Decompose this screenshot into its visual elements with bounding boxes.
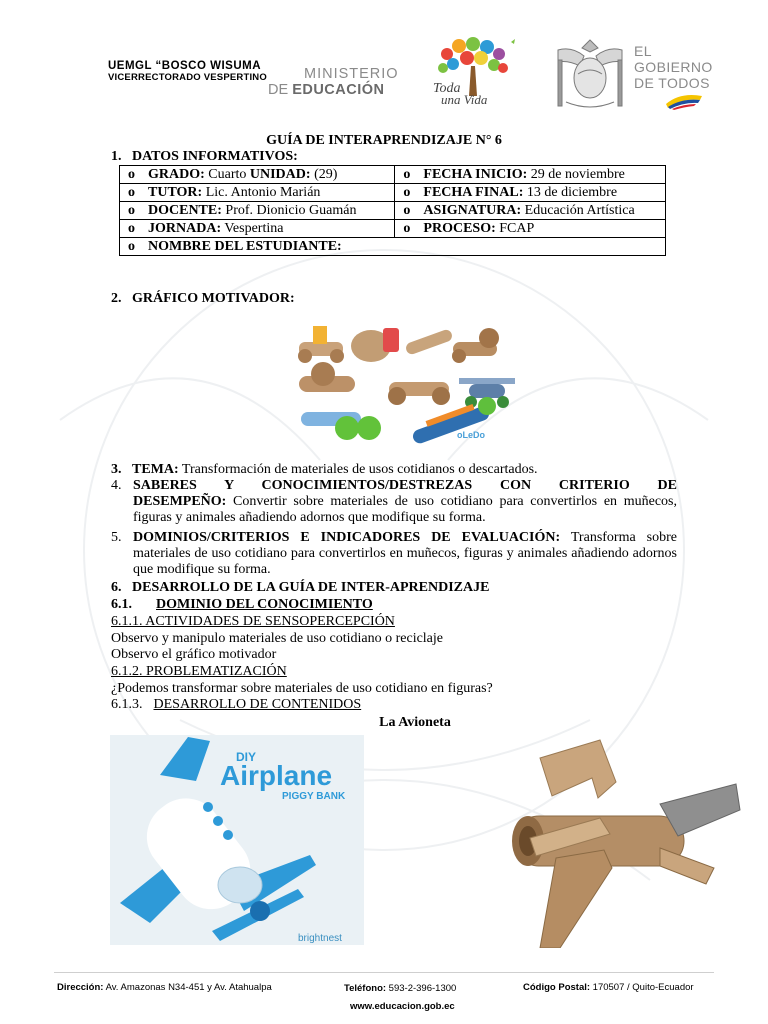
cardboard-car-3 bbox=[404, 328, 453, 356]
gobierno-line-3: DE TODOS bbox=[634, 75, 710, 91]
toda-una-vida-logo bbox=[427, 36, 519, 106]
flag-ribbon-icon bbox=[664, 90, 704, 110]
cardboard-biplane bbox=[512, 740, 740, 948]
footer-codigo-postal bbox=[523, 982, 694, 993]
bullet-icon: o bbox=[128, 220, 135, 236]
section-6-1-1-line-1: Observo y manipulo materiales de uso cotidiano o reciclaje bbox=[111, 631, 444, 646]
section-6-number: 6. bbox=[111, 580, 122, 595]
section-4-label-line2: DESEMPEÑO: bbox=[133, 494, 227, 509]
section-4-number: 4. bbox=[111, 478, 122, 493]
fecha-inicio-label: FECHA INICIO: bbox=[423, 166, 528, 182]
section-2-label: GRÁFICO MOTIVADOR: bbox=[132, 291, 295, 306]
cardboard-car-7 bbox=[301, 412, 381, 440]
section-6-1-3-label: DESARROLLO DE CONTENIDOS bbox=[153, 697, 362, 712]
section-5-text: Transforma sobre materiales de uso cotidiano para convertirlos en muñecos, figuras y animales añadiendo adornos que modifique su forma. bbox=[133, 530, 677, 577]
docente-cell bbox=[120, 202, 395, 220]
section-4-text: Convertir sobre materiales de uso cotidiano para convertirlos en muñecos, figuras y animales añadiendo adornos que modifique su forma. bbox=[133, 494, 677, 525]
school-line-2: VICERRECTORADO VESPERTINO bbox=[108, 72, 267, 83]
docente-value: Prof. Dionicio Guamán bbox=[221, 202, 357, 218]
section-6-1-1-line-2: Observo el gráfico motivador bbox=[111, 647, 277, 662]
footer-website-link[interactable]: www.educacion.gob.ec bbox=[350, 1001, 455, 1012]
educacion-label bbox=[268, 82, 399, 98]
postal-value: 170507 / Quito-Ecuador bbox=[590, 982, 694, 993]
section-4 bbox=[133, 478, 677, 526]
fecha-final-value: 13 de diciembre bbox=[523, 184, 618, 200]
bird-icon bbox=[511, 39, 515, 44]
tutor-value: Lic. Antonio Marián bbox=[202, 184, 321, 200]
toda-text: Toda bbox=[433, 81, 461, 96]
tutor-cell bbox=[120, 184, 395, 202]
section-1-heading bbox=[111, 149, 298, 165]
cardboard-car-2 bbox=[351, 328, 399, 362]
section-3-text: Transformación de materiales de usos cotidianos o descartados. bbox=[178, 462, 538, 477]
table-row bbox=[120, 202, 666, 220]
section-2-number: 2. bbox=[111, 291, 122, 306]
info-table bbox=[119, 165, 666, 256]
footer-direccion bbox=[57, 982, 272, 993]
section-2-heading bbox=[111, 291, 295, 307]
ministerio-label: MINISTERIO bbox=[304, 66, 399, 82]
table-row bbox=[120, 184, 666, 202]
cardboard-car-5 bbox=[299, 362, 355, 392]
gobierno-line-1: EL bbox=[634, 43, 652, 59]
section-6-1-2-question: ¿Podemos transformar sobre materiales de uso cotidiano en figuras? bbox=[111, 681, 493, 696]
bullet-icon: o bbox=[128, 184, 135, 200]
motivator-watermark: oLeDo bbox=[457, 430, 485, 440]
direccion-label: Dirección: bbox=[57, 982, 104, 993]
motivator-image bbox=[293, 322, 519, 448]
section-6-1-3-heading bbox=[111, 697, 361, 713]
section-6-1-heading bbox=[111, 597, 373, 613]
bullet-icon: o bbox=[403, 202, 411, 218]
table-row bbox=[120, 238, 666, 256]
page-title: GUÍA DE INTERAPRENDIZAJE N° 6 bbox=[266, 133, 502, 148]
airplane-text: Airplane bbox=[220, 760, 333, 791]
section-4-label-line1: SABERES Y CONOCIMIENTOS/DESTREZAS CON CRITERIO DE bbox=[133, 478, 677, 493]
cardboard-car-4 bbox=[452, 328, 499, 363]
bullet-icon: o bbox=[403, 220, 411, 236]
diy-text: DIY bbox=[236, 750, 257, 764]
direccion-value: Av. Amazonas N34-451 y Av. Atahualpa bbox=[103, 982, 272, 993]
cardboard-car-6 bbox=[388, 382, 450, 405]
gobierno-de-todos-logo bbox=[634, 43, 713, 91]
section-6-1-label: DOMINIO DEL CONOCIMIENTO bbox=[156, 597, 373, 612]
section-3-label: TEMA: bbox=[132, 462, 179, 477]
telefono-label: Teléfono: bbox=[344, 983, 387, 994]
bullet-icon: o bbox=[128, 202, 135, 218]
unidad-value: (29) bbox=[310, 166, 338, 182]
grado-cell bbox=[120, 166, 395, 184]
asignatura-label: ASIGNATURA: bbox=[423, 202, 522, 218]
proceso-label: PROCESO: bbox=[423, 220, 496, 236]
school-name bbox=[108, 60, 267, 83]
section-6-1-2-heading: 6.1.2. PROBLEMATIZACIÓN bbox=[111, 664, 287, 679]
ministerio-educacion: EDUCACIÓN bbox=[292, 82, 385, 98]
fecha-final-cell bbox=[395, 184, 666, 202]
section-1-label: DATOS INFORMATIVOS: bbox=[132, 149, 298, 164]
section-6-label: DESARROLLO DE LA GUÍA DE INTER-APRENDIZAJE bbox=[132, 580, 490, 595]
telefono-value: 593-2-396-1300 bbox=[386, 983, 457, 994]
fecha-final-label: FECHA FINAL: bbox=[423, 184, 524, 200]
ministerio-de: DE bbox=[268, 82, 289, 98]
gobierno-line-2: GOBIERNO bbox=[634, 59, 713, 75]
section-6-heading bbox=[111, 580, 489, 596]
table-row bbox=[120, 220, 666, 238]
asignatura-cell bbox=[395, 202, 666, 220]
section-5-number: 5. bbox=[111, 530, 122, 545]
footer-divider bbox=[54, 972, 714, 973]
school-line-1: UEMGL “BOSCO WISUMA bbox=[108, 60, 262, 72]
bullet-icon: o bbox=[128, 166, 135, 182]
asignatura-value: Educación Artística bbox=[521, 202, 635, 218]
nombre-label: NOMBRE DEL ESTUDIANTE: bbox=[148, 238, 342, 254]
section-5 bbox=[133, 530, 677, 578]
tutor-label: TUTOR: bbox=[148, 184, 203, 200]
fecha-inicio-cell bbox=[395, 166, 666, 184]
table-row bbox=[120, 166, 666, 184]
section-6-1-1-heading: 6.1.1. ACTIVIDADES DE SENSOPERCEPCIÓN bbox=[111, 614, 395, 629]
postal-label: Código Postal: bbox=[523, 982, 591, 993]
fecha-inicio-value: 29 de noviembre bbox=[527, 166, 625, 182]
cardboard-car-1 bbox=[298, 326, 344, 363]
bullet-icon: o bbox=[128, 238, 135, 254]
jornada-label: JORNADA: bbox=[148, 220, 222, 236]
una-vida-text: una Vida bbox=[441, 92, 488, 106]
bullet-icon: o bbox=[403, 166, 411, 182]
section-1-number: 1. bbox=[111, 149, 122, 164]
grado-value: Cuarto bbox=[204, 166, 250, 182]
unidad-label: UNIDAD: bbox=[249, 166, 311, 182]
section-5-label: DOMINIOS/CRITERIOS E INDICADORES DE EVALUACIÓN: bbox=[133, 530, 561, 545]
avioneta-title: La Avioneta bbox=[379, 715, 451, 730]
piggy-bank-text: PIGGY BANK bbox=[282, 791, 346, 802]
ecuador-coat-of-arms bbox=[552, 36, 628, 112]
brightnest-text: brightnest bbox=[298, 933, 342, 944]
section-6-1-3-number: 6.1.3. bbox=[111, 697, 143, 712]
grado-label: GRADO: bbox=[148, 166, 205, 182]
proceso-cell bbox=[395, 220, 666, 238]
jornada-cell bbox=[120, 220, 395, 238]
docente-label: DOCENTE: bbox=[148, 202, 222, 218]
bullet-icon: o bbox=[403, 184, 411, 200]
jornada-value: Vespertina bbox=[221, 220, 284, 236]
ministerio-educacion-logo bbox=[268, 66, 399, 98]
footer-telefono bbox=[344, 983, 456, 994]
proceso-value: FCAP bbox=[495, 220, 535, 236]
section-6-1-number: 6.1. bbox=[111, 597, 132, 612]
section-3 bbox=[111, 462, 677, 478]
cardboard-airplane-image bbox=[500, 738, 746, 948]
nombre-cell bbox=[120, 238, 666, 256]
section-3-number: 3. bbox=[111, 462, 122, 477]
airplane-piggy-bank-image bbox=[110, 735, 364, 945]
